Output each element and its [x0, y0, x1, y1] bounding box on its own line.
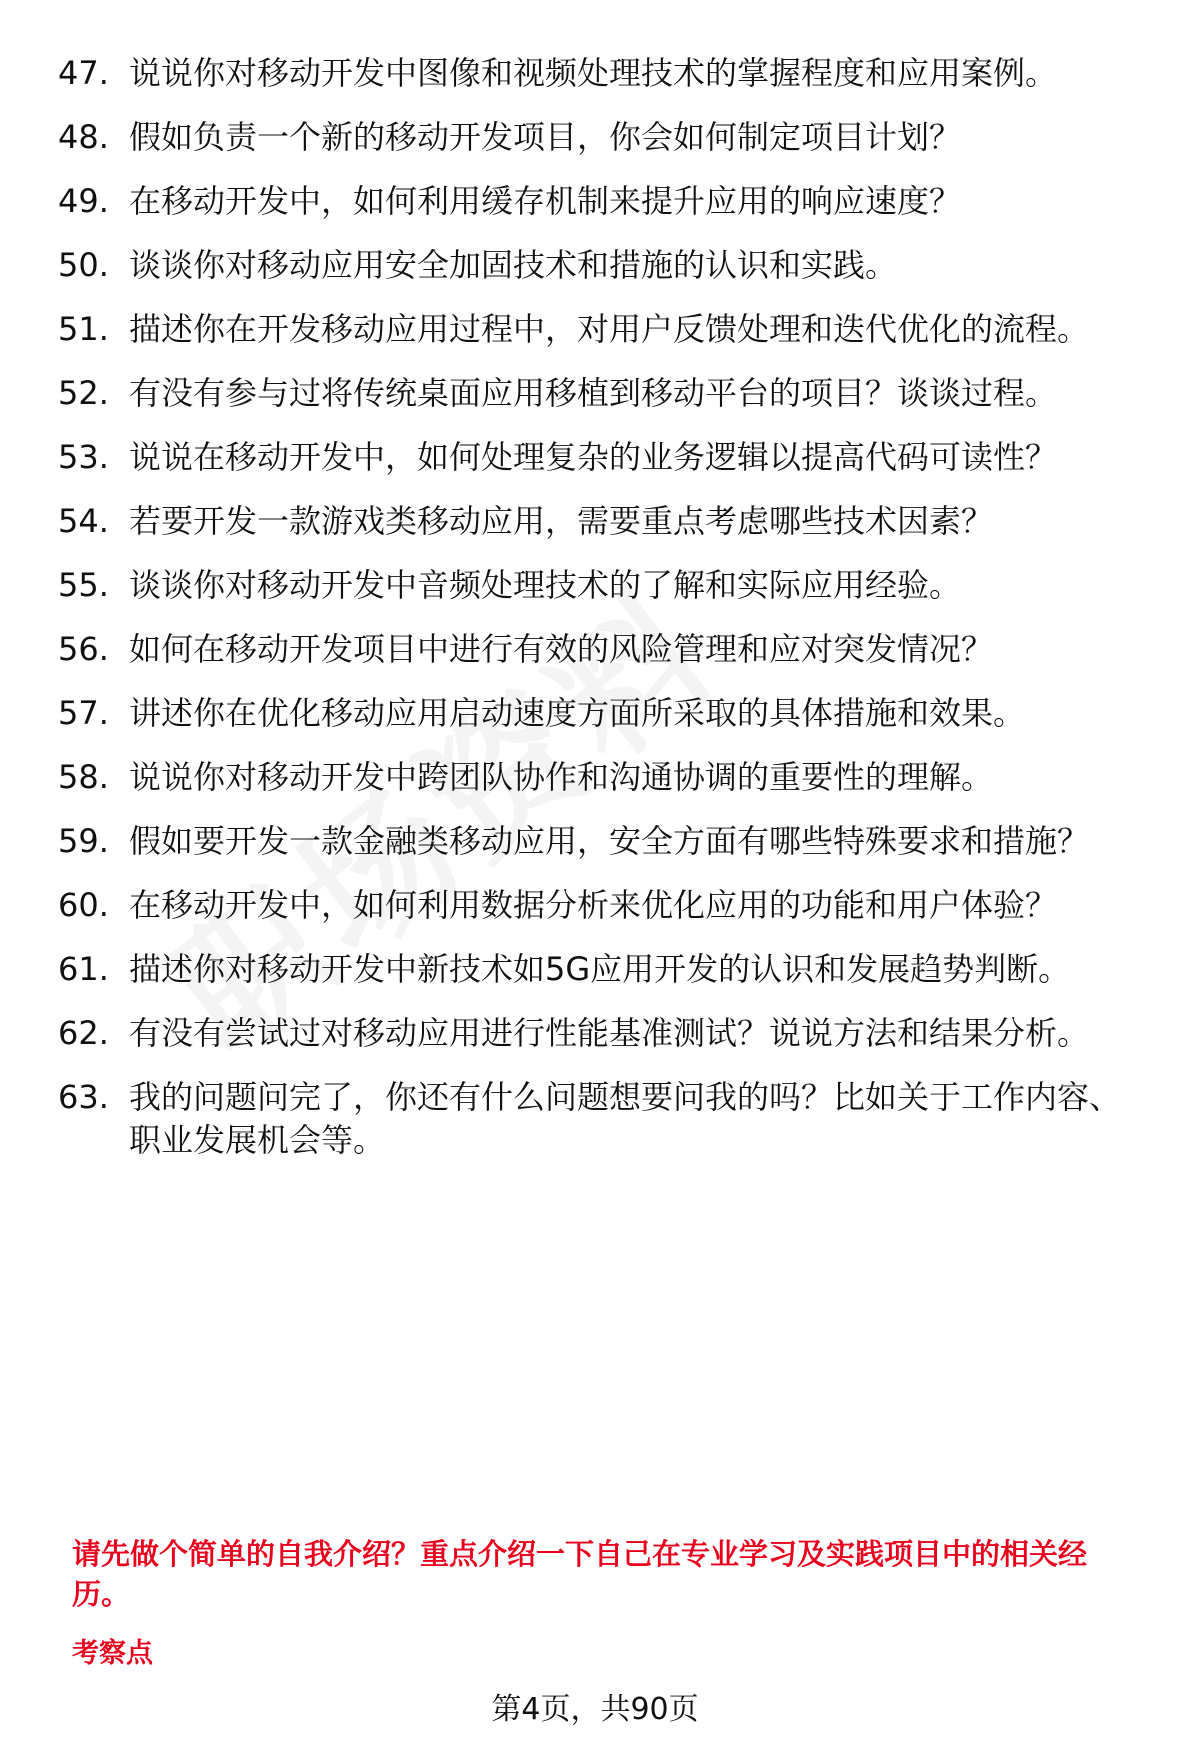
list-item — [58, 52, 1148, 95]
question-text: 描述你在开发移动应用过程中，对用户反馈处理和迭代优化的流程。 — [129, 310, 1090, 348]
question-number: 62. — [58, 1014, 109, 1052]
list-item — [58, 564, 1148, 607]
list-item — [58, 628, 1148, 671]
question-number: 49. — [58, 182, 109, 220]
question-number: 60. — [58, 886, 109, 924]
list-item — [58, 820, 1148, 863]
list-item — [58, 1076, 1148, 1162]
question-text: 描述你对移动开发中新技术如5G应用开发的认识和发展趋势判断。 — [129, 950, 1071, 988]
question-text: 有没有尝试过对移动应用进行性能基准测试？说说方法和结果分析。 — [129, 1014, 1090, 1052]
question-text: 说说你对移动开发中图像和视频处理技术的掌握程度和应用案例。 — [129, 54, 1058, 92]
question-text: 谈谈你对移动应用安全加固技术和措施的认识和实践。 — [129, 246, 898, 284]
list-item — [58, 948, 1148, 991]
question-list — [58, 52, 1148, 1183]
question-text: 说说在移动开发中，如何处理复杂的业务逻辑以提高代码可读性？ — [129, 438, 1058, 476]
question-number: 61. — [58, 950, 109, 988]
question-number: 51. — [58, 310, 109, 348]
question-text: 我的问题问完了，你还有什么问题想要问我的吗？比如关于工作内容、职业发展机会等。 — [129, 1078, 1122, 1159]
question-number: 53. — [58, 438, 109, 476]
list-item — [58, 116, 1148, 159]
question-number: 54. — [58, 502, 109, 540]
question-number: 52. — [58, 374, 109, 412]
question-text: 如何在移动开发项目中进行有效的风险管理和应对突发情况？ — [129, 630, 994, 668]
question-text: 讲述你在优化移动应用启动速度方面所采取的具体措施和效果。 — [129, 694, 1026, 732]
list-item — [58, 372, 1148, 415]
section-label: 考察点 — [72, 1638, 153, 1669]
list-item — [58, 244, 1148, 287]
question-text: 说说你对移动开发中跨团队协作和沟通协调的重要性的理解。 — [129, 758, 994, 796]
question-number: 59. — [58, 822, 109, 860]
question-number: 57. — [58, 694, 109, 732]
list-item — [58, 436, 1148, 479]
question-number: 50. — [58, 246, 109, 284]
question-number: 55. — [58, 566, 109, 604]
question-text: 谈谈你对移动开发中音频处理技术的了解和实际应用经验。 — [129, 566, 962, 604]
question-text: 有没有参与过将传统桌面应用移植到移动平台的项目？谈谈过程。 — [129, 374, 1058, 412]
question-number: 58. — [58, 758, 109, 796]
question-text: 若要开发一款游戏类移动应用，需要重点考虑哪些技术因素？ — [129, 502, 994, 540]
question-text: 在移动开发中，如何利用缓存机制来提升应用的响应速度？ — [129, 182, 962, 220]
list-item — [58, 884, 1148, 927]
page-footer: 第4页，共90页 — [491, 1692, 699, 1727]
question-number: 56. — [58, 630, 109, 668]
list-item — [58, 308, 1148, 351]
question-number: 48. — [58, 118, 109, 156]
question-number: 63. — [58, 1078, 109, 1116]
list-item — [58, 180, 1148, 223]
question-number: 47. — [58, 54, 109, 92]
list-item — [58, 692, 1148, 735]
list-item — [58, 756, 1148, 799]
question-text: 假如负责一个新的移动开发项目，你会如何制定项目计划？ — [129, 118, 962, 156]
question-text: 在移动开发中，如何利用数据分析来优化应用的功能和用户体验？ — [129, 886, 1058, 924]
list-item — [58, 500, 1148, 543]
list-item — [58, 1012, 1148, 1055]
question-text: 假如要开发一款金融类移动应用，安全方面有哪些特殊要求和措施？ — [129, 822, 1090, 860]
highlight-question: 请先做个简单的自我介绍？重点介绍一下自己在专业学习及实践项目中的相关经历。 — [72, 1537, 1088, 1611]
